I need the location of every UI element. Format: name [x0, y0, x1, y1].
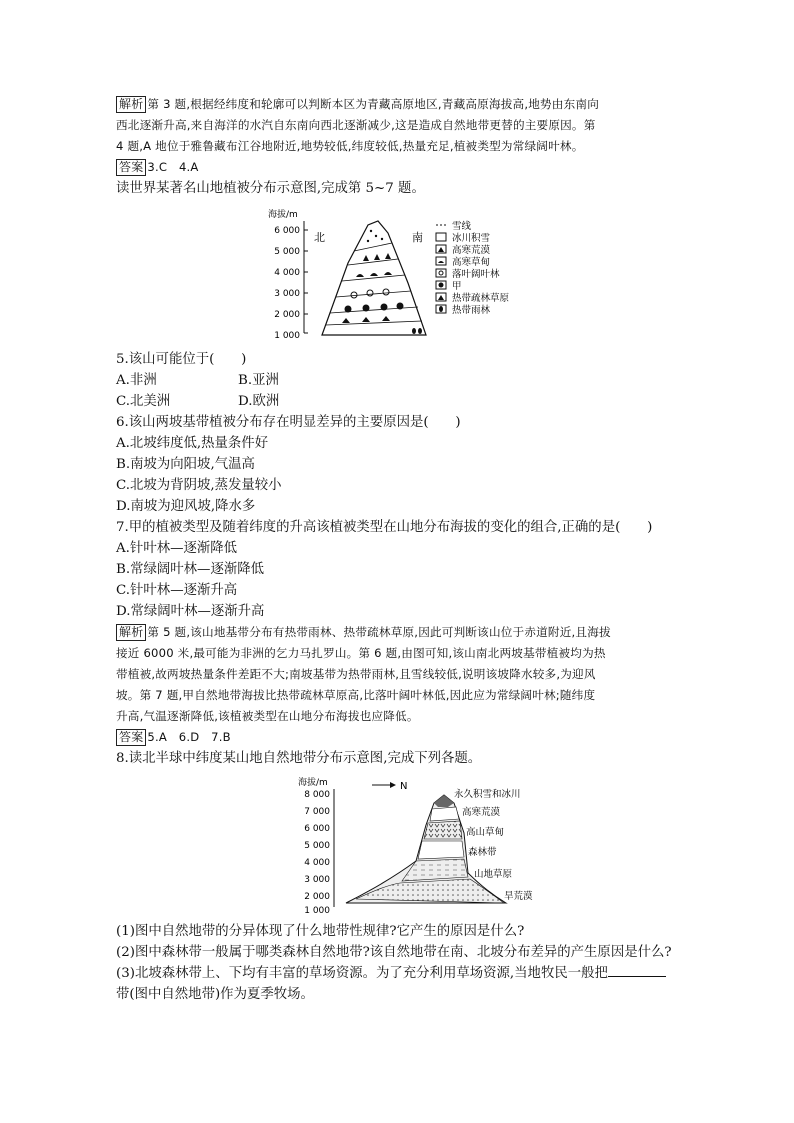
- alpine-meadow-zone: [424, 821, 462, 839]
- tick-label: 2 000: [274, 310, 300, 320]
- tick-label: 3 000: [274, 289, 300, 299]
- tick-label: 2 000: [304, 892, 330, 902]
- explanation-tag: 解析: [116, 624, 146, 641]
- north-label: N: [400, 781, 408, 792]
- answer-2: [116, 727, 682, 748]
- option-a[interactable]: A.针叶林—逐渐降低: [116, 541, 238, 556]
- question-7-stem: 7.甲的植被类型及随着纬度的升高该植被类型在山地分布海拔的变化的组合,正确的是( ): [116, 520, 653, 535]
- tick-label: 8 000: [304, 790, 330, 800]
- answer-tag: 答案: [116, 729, 146, 746]
- explanation-tag: 解析: [116, 96, 146, 113]
- question-8-stem: 8.读北半球中纬度某山地自然地带分布示意图,完成下列各题。: [116, 751, 482, 766]
- tick-label: 5 000: [274, 247, 300, 257]
- sub-question-3: [116, 963, 682, 984]
- sub-question-2: (2)图中森林带一般属于哪类森林自然地带?该自然地带在南、北坡分布差异的产生原因是什么?: [116, 945, 672, 960]
- legend-item: 雪线: [452, 221, 472, 232]
- explanation-line: 西北逐渐升高,来自海洋的水汽自东南向西北逐渐减少,这是造成自然地带更替的主要原因。第: [116, 118, 596, 132]
- explanation-line: 升高,气温逐渐降低,该植被类型在山地分布海拔也应降低。: [116, 709, 419, 723]
- intro-text: 读世界某著名山地植被分布示意图,完成第 5~7 题。: [116, 181, 425, 196]
- legend-item: 热带雨林: [452, 305, 491, 316]
- zone-label: 永久积雪和冰川: [454, 789, 521, 800]
- option-c[interactable]: C.北坡为背阴坡,蒸发量较小: [116, 478, 282, 493]
- legend-item: 落叶阔叶林: [452, 269, 500, 280]
- question-5-options: [116, 370, 682, 391]
- zone-label: 山地草原: [474, 869, 513, 880]
- explanation-line: 第 5 题,该山地基带分布有热带雨林、热带疏林草原,因此可判断该山位于赤道附近,且海拔: [147, 625, 611, 639]
- tick-label: 7 000: [304, 807, 330, 817]
- option-a[interactable]: A.北坡纬度低,热量条件好: [116, 436, 269, 451]
- tick-label: 4 000: [274, 268, 300, 278]
- option-d[interactable]: D.南坡为迎风坡,降水多: [116, 499, 256, 514]
- explanation-1: [116, 94, 682, 115]
- tick-label: 5 000: [304, 841, 330, 851]
- south-label: 南: [412, 231, 423, 244]
- zone-label: 旱荒漠: [504, 891, 533, 902]
- question-5-stem: 5.该山可能位于( ): [116, 352, 247, 367]
- zone-label: 森林带: [468, 847, 497, 858]
- option-d[interactable]: D.常绿阔叶林—逐渐升高: [116, 604, 265, 619]
- legend: [436, 220, 510, 316]
- answer-1: [116, 157, 682, 178]
- arid-desert-zone: [356, 879, 504, 903]
- legend-item: 冰川积雪: [452, 233, 491, 244]
- legend-item: 甲: [452, 281, 462, 292]
- mountain-zones-svg: [116, 773, 682, 913]
- explanation-2: [116, 622, 682, 643]
- option-d[interactable]: D.欧洲: [238, 394, 280, 409]
- y-axis-label: 海拔/m: [298, 778, 328, 788]
- mountain-zones-figure: [116, 773, 682, 913]
- tick-label: 1 000: [304, 906, 330, 913]
- zone-label: 高山草甸: [466, 827, 505, 838]
- option-c[interactable]: C.针叶林—逐渐升高: [116, 583, 238, 598]
- option-a[interactable]: A.非洲: [116, 373, 157, 388]
- answer-text: 5.A 6.D 7.B: [147, 730, 231, 744]
- forest-zone: [418, 841, 464, 859]
- document-page: [116, 94, 682, 1005]
- tick-label: 1 000: [274, 331, 300, 341]
- mountain-vegetation-figure: [116, 203, 682, 343]
- option-c[interactable]: C.北美洲: [116, 394, 171, 409]
- sub-question-3-text: (3)北坡森林带上、下均有丰富的草场资源。为了充分利用草场资源,当地牧民一般把: [116, 966, 608, 981]
- explanation-line: 带植被,故两坡热量条件差距不大;南坡基带为热带雨林,且雪线较低,说明该坡降水较多,为迎风: [116, 667, 596, 681]
- option-b[interactable]: B.亚洲: [238, 373, 279, 388]
- legend-item: 高寒荒漠: [452, 245, 491, 256]
- answer-blank[interactable]: [608, 964, 666, 977]
- explanation-line: 4 题,A 地位于雅鲁藏布江谷地附近,地势较低,纬度较低,热量充足,植被类型为常绿阔叶林。: [116, 139, 584, 153]
- explanation-line: 坡。第 7 题,甲自然地带海拔比热带疏林草原高,比落叶阔叶林低,因此应为常绿阔叶林;随纬度: [116, 688, 596, 702]
- legend-item: 热带疏林草原: [452, 293, 510, 304]
- explanation-line: 第 3 题,根据经纬度和轮廓可以判断本区为青藏高原地区,青藏高原海拔高,地势由东南向: [147, 97, 599, 111]
- answer-text: 3.C 4.A: [147, 160, 199, 174]
- mountain-vegetation-svg: [116, 203, 682, 343]
- north-arrow-head: [390, 782, 396, 788]
- tick-label: 6 000: [304, 824, 330, 834]
- explanation-line: 接近 6000 米,最可能为非洲的乞力马扎罗山。第 6 题,由图可知,该山南北两坡基带植被均为热: [116, 646, 606, 660]
- north-label: 北: [314, 231, 325, 244]
- question-6-stem: 6.该山两坡基带植被分布存在明显差异的主要原因是( ): [116, 415, 461, 430]
- zone-label: 高寒荒漠: [462, 807, 501, 818]
- option-b[interactable]: B.常绿阔叶林—逐渐降低: [116, 562, 265, 577]
- mountain-steppe-zone: [402, 859, 468, 881]
- y-axis-label: 海拔/m: [268, 210, 298, 220]
- tick-label: 4 000: [304, 858, 330, 868]
- sub-question-3-end: 带(图中自然地带)作为夏季牧场。: [116, 987, 314, 1002]
- option-b[interactable]: B.南坡为向阳坡,气温高: [116, 457, 255, 472]
- answer-tag: 答案: [116, 159, 146, 176]
- cold-desert-zone: [430, 807, 459, 821]
- legend-item: 高寒草甸: [452, 257, 491, 268]
- tick-label: 6 000: [274, 226, 300, 236]
- question-5-options: [116, 391, 682, 412]
- sub-question-1: (1)图中自然地带的分异体现了什么地带性规律?它产生的原因是什么?: [116, 924, 525, 939]
- tick-label: 3 000: [304, 875, 330, 885]
